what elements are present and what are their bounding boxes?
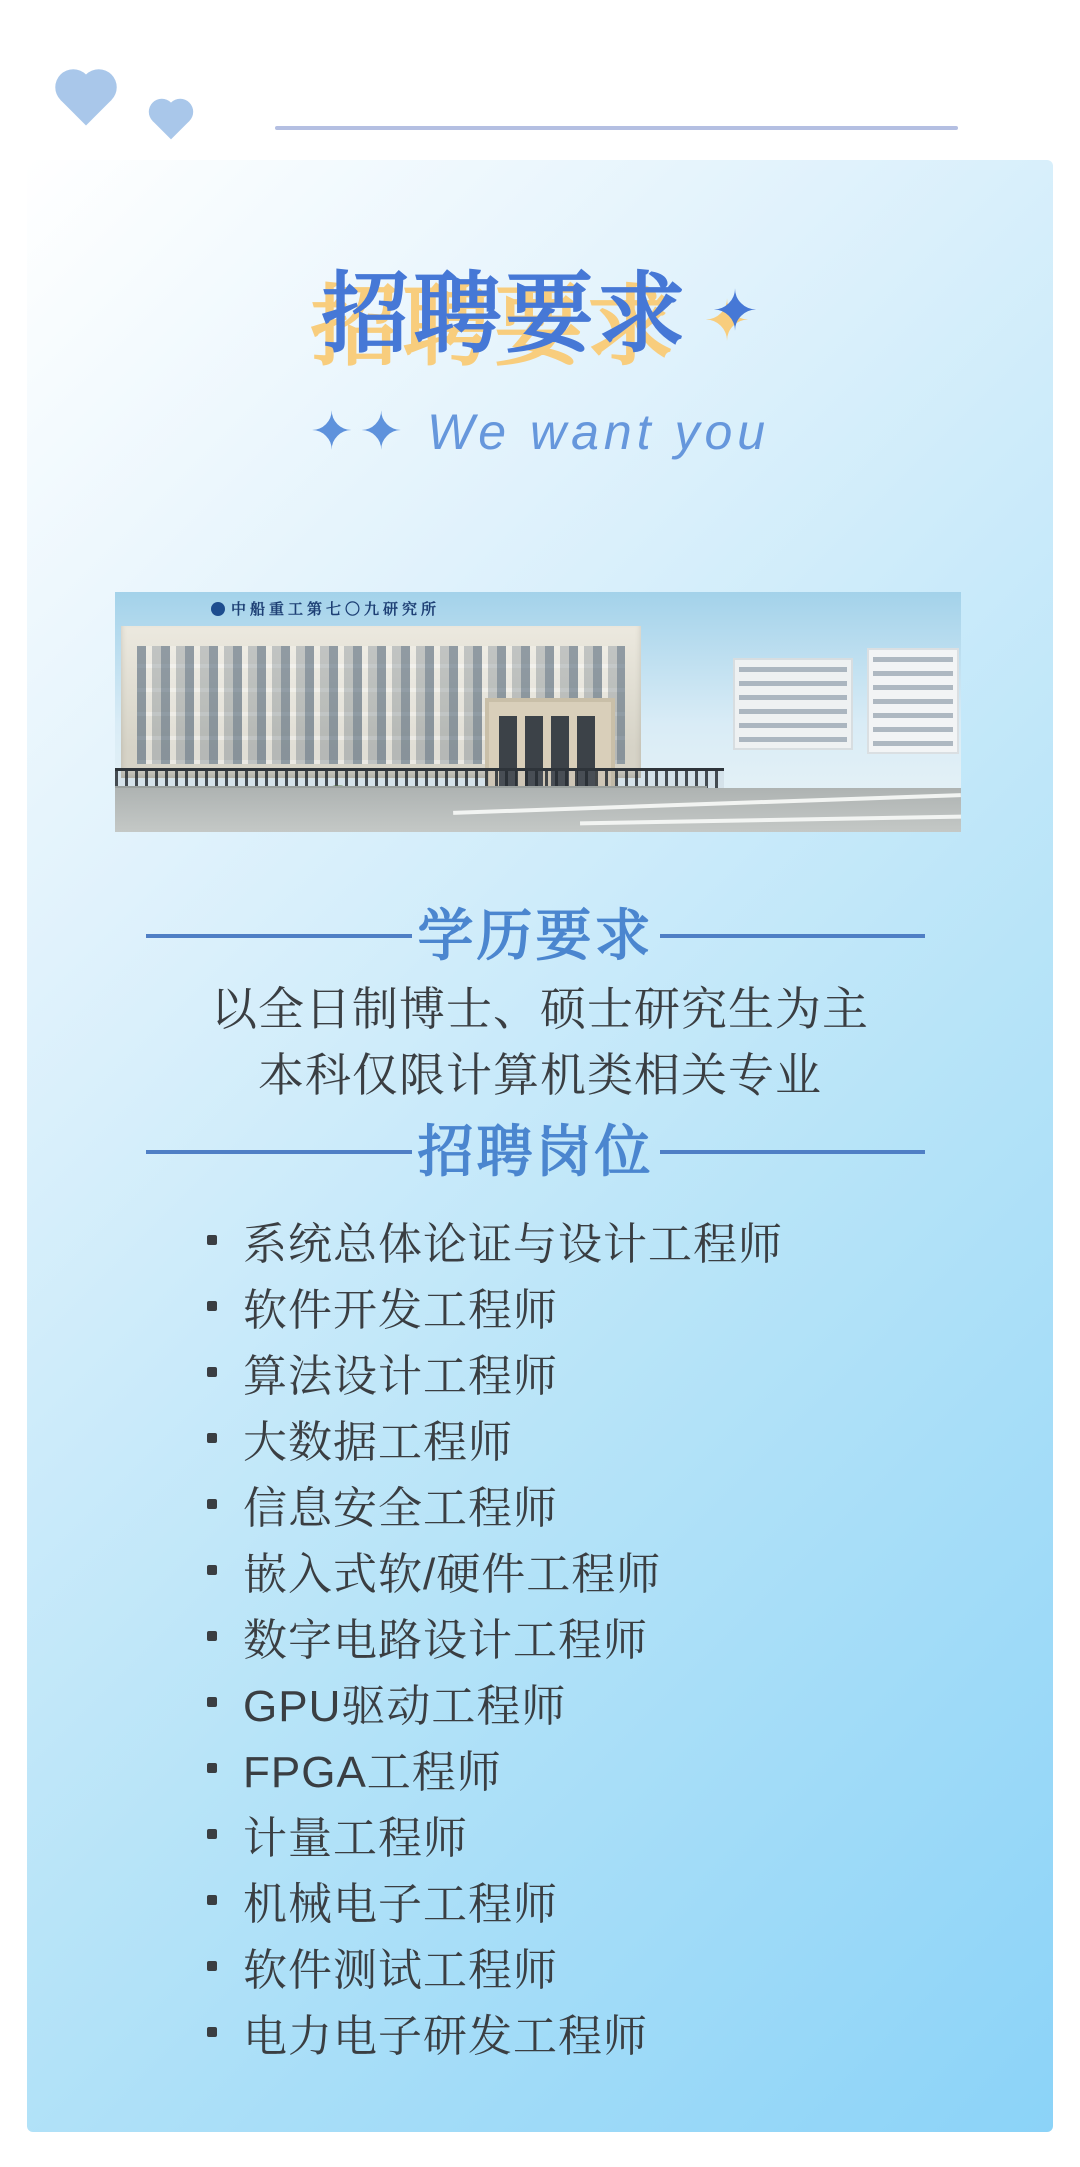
job-list-item — [27, 1405, 1053, 1471]
job-label: 软件开发工程师 — [243, 1286, 558, 1335]
subtitle-row — [27, 402, 1053, 462]
job-list-item — [27, 1273, 1053, 1339]
job-label: 数字电路设计工程师 — [243, 1616, 648, 1665]
bullet-icon — [207, 1895, 217, 1905]
job-list-item — [27, 1537, 1053, 1603]
building-sign-text: 中船重工第七〇九研究所 — [231, 601, 441, 618]
side-building — [733, 658, 853, 750]
heading-rule-right — [660, 1150, 926, 1154]
side-building-windows — [739, 666, 847, 742]
side-building-windows — [873, 656, 953, 746]
campus-photo — [115, 592, 961, 832]
education-line-1: 以全日制博士、硕士研究生为主 — [211, 983, 869, 1035]
bullet-icon — [207, 1367, 217, 1377]
job-list — [27, 1207, 1053, 2065]
job-label: 计量工程师 — [243, 1814, 468, 1863]
page-subtitle: We want you — [427, 404, 771, 460]
jobs-section-heading — [146, 1120, 925, 1183]
job-list-item — [27, 1801, 1053, 1867]
job-label: 机械电子工程师 — [243, 1880, 558, 1929]
job-label: 系统总体论证与设计工程师 — [243, 1220, 783, 1269]
jobs-heading-label: 招聘岗位 — [417, 1120, 654, 1183]
bullet-icon — [207, 1433, 217, 1443]
job-list-item — [27, 1207, 1053, 1273]
top-divider-line — [275, 126, 958, 130]
education-line-2: 本科仅限计算机类相关专业 — [258, 1049, 822, 1101]
bullet-icon — [207, 1697, 217, 1707]
job-list-item — [27, 1867, 1053, 1933]
education-body — [27, 976, 1053, 1108]
job-list-item — [27, 1999, 1053, 2065]
bullet-icon — [207, 1499, 217, 1509]
job-label: 嵌入式软/硬件工程师 — [243, 1550, 662, 1599]
education-section-heading — [146, 904, 925, 967]
heart-icon-small — [153, 103, 190, 140]
job-list-item — [27, 1735, 1053, 1801]
bullet-icon — [207, 2027, 217, 2037]
bullet-icon — [207, 1763, 217, 1773]
bullet-icon — [207, 1631, 217, 1641]
side-building-far — [867, 648, 959, 754]
job-list-item — [27, 1339, 1053, 1405]
page-title: 招聘要求 — [321, 264, 690, 363]
job-list-item — [27, 1603, 1053, 1669]
bullet-icon — [207, 1301, 217, 1311]
bullet-icon — [207, 1235, 217, 1245]
job-label: 电力电子研发工程师 — [243, 2012, 648, 2061]
job-label: 信息安全工程师 — [243, 1484, 558, 1533]
bullet-icon — [207, 1829, 217, 1839]
title-row — [27, 266, 1053, 363]
job-label: FPGA工程师 — [243, 1748, 502, 1797]
education-heading-label: 学历要求 — [417, 904, 654, 967]
job-list-item — [27, 1669, 1053, 1735]
building-sign — [211, 598, 440, 619]
sparkle-icon: ✦ — [711, 279, 759, 342]
job-label: 软件测试工程师 — [243, 1946, 558, 1995]
job-list-item — [27, 1471, 1053, 1537]
heading-rule-right — [660, 934, 926, 938]
company-logo-icon — [211, 602, 225, 616]
job-list-item — [27, 1933, 1053, 1999]
job-label: GPU驱动工程师 — [243, 1682, 567, 1731]
job-label: 算法设计工程师 — [243, 1352, 558, 1401]
heading-rule-left — [146, 934, 412, 938]
heart-icon — [61, 75, 112, 126]
heading-rule-left — [146, 1150, 412, 1154]
job-label: 大数据工程师 — [243, 1418, 513, 1467]
sparkle-pair-icon: ✦✦ — [309, 403, 409, 461]
bullet-icon — [207, 1961, 217, 1971]
bullet-icon — [207, 1565, 217, 1575]
poster-card — [27, 160, 1053, 2132]
